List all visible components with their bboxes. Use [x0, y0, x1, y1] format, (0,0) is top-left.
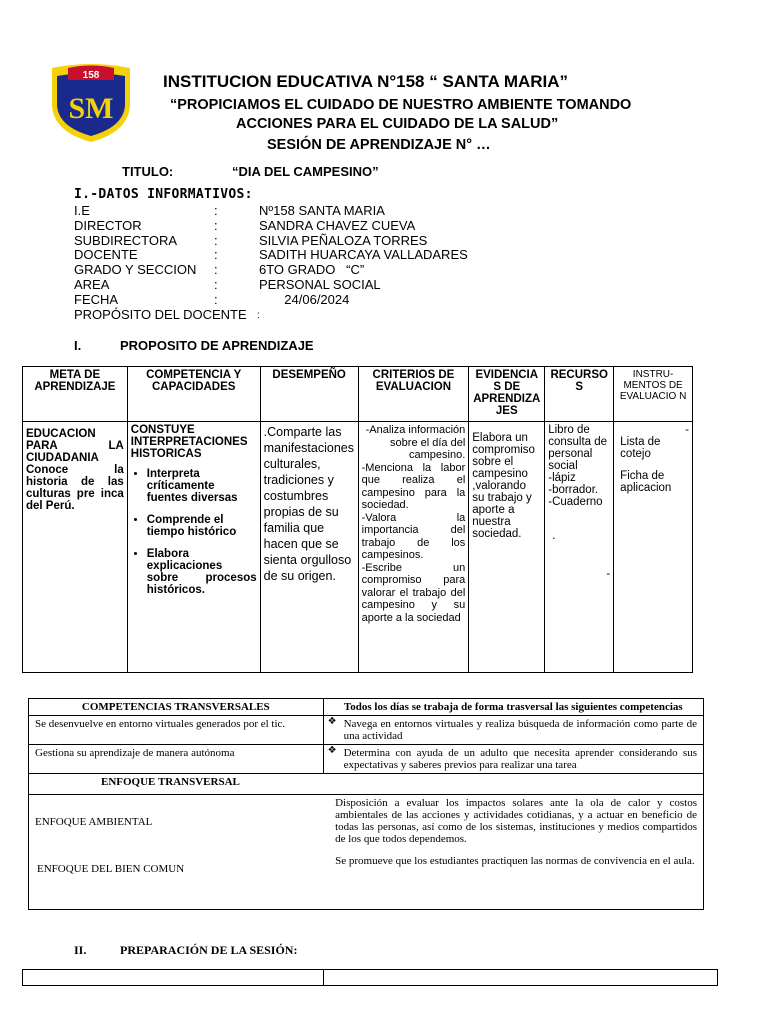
- instrumento-item: Lista de cotejo: [620, 436, 661, 460]
- enfoque-ambiental-desc: Disposición a evaluar los impactos solares ante la ola de calor y costos ambientales de las acciones y actividades cotidianas, y a actuar en beneficio de todas las personas, así como de los sistemas, instituciones y medios compartidos de los que todos dependemos.: [335, 797, 697, 845]
- motto-line-2: ACCIONES PARA EL CUIDADO DE LA SALUD”: [236, 116, 559, 132]
- session-title: SESIÓN DE APRENDIZAJE N° …: [267, 137, 491, 153]
- table-header-row: [29, 699, 704, 716]
- instrumento-item: Ficha de aplicacion: [620, 470, 672, 494]
- titulo-value: “DIA DEL CAMPESINO”: [232, 164, 379, 179]
- table-row: [29, 745, 704, 774]
- section-2-number: II.: [74, 943, 87, 957]
- transversal-table: [28, 698, 704, 910]
- enfoque-names: [29, 795, 324, 910]
- recurso-item: -borrador.: [548, 484, 599, 496]
- recurso-mark: .: [552, 530, 556, 542]
- enfoque-header: ENFOQUE TRANSVERSAL: [29, 774, 704, 795]
- recurso-mark: -: [606, 568, 611, 580]
- criterio-2: -Menciona la labor que realiza el campesino para la sociedad.: [361, 461, 466, 511]
- header-instrumentos: INSTRU-MENTOS DE EVALUACIO N: [614, 367, 693, 422]
- logo-initials: SM: [68, 92, 114, 125]
- header-evidencias: EVIDENCIA S DE APRENDIZA JES: [469, 367, 545, 422]
- recurso-item: -Cuaderno: [548, 496, 603, 508]
- enfoque-ambiental-name: ENFOQUE AMBIENTAL: [35, 816, 153, 828]
- criterio-4: -Escribe un compromiso para valorar el trabajo del campesino y su aporte a la sociedad: [361, 561, 466, 624]
- competencia-left: Gestiona su aprendizaje de manera autónoma: [29, 745, 324, 774]
- list-item: • Interpreta críticamente fuentes diversas: [147, 468, 257, 504]
- section-1-number: I.: [74, 338, 82, 353]
- section-2-title: PREPARACIÓN DE LA SESIÓN:: [120, 943, 298, 957]
- school-logo: [48, 62, 134, 144]
- header-criterios: CRITERIOS DE EVALUACION: [358, 367, 469, 422]
- enfoque-descs: [323, 795, 703, 910]
- criterio-1: -Analiza información sobre el día del campesino.: [365, 424, 466, 461]
- titulo-label: TITULO:: [122, 164, 174, 179]
- competencia-left: Se desenvuelve en entorno virtuales generados por el tic.: [29, 716, 324, 745]
- instrumento-mark: -: [685, 424, 689, 436]
- recurso-item: -lápiz: [548, 472, 576, 484]
- header-meta: META DE APRENDIZAJE: [23, 367, 128, 422]
- cell-competencia: [127, 422, 260, 673]
- cell-desempeno: .Comparte las manifestaciones culturales, tradiciones y costumbres propias de su familia que hacen que se sienta orgulloso de su origen.: [260, 422, 358, 673]
- list-item: • Comprende el tiempo histórico: [147, 514, 257, 538]
- table-row: [29, 774, 704, 795]
- capacidades-list: [131, 468, 257, 596]
- competencia-right: ❖ Navega en entornos virtuales y realiza búsqueda de información como parte de una actividad: [323, 716, 703, 745]
- table-header-row: [23, 367, 693, 422]
- table-row: [23, 970, 718, 986]
- datos-heading: I.-DATOS INFORMATIVOS:: [74, 187, 253, 202]
- header-desempeno: DESEMPEÑO: [260, 367, 358, 422]
- table-row: [23, 422, 693, 673]
- criterio-3: -Valora la importancia del trabajo de los campesinos.: [361, 511, 466, 561]
- competencia-right: ❖ Determina con ayuda de un adulto que necesita aprender considerando sus expectativas y saberes previos para realizar una tarea: [323, 745, 703, 774]
- competencias-header: COMPETENCIAS TRANSVERSALES: [29, 699, 324, 716]
- cell-meta: EDUCACION PARA LA CIUDADANIA Conoce la historia de las culturas pre inca del Perú.: [23, 422, 128, 673]
- school-name: INSTITUCION EDUCATIVA N°158 “ SANTA MARIA”: [163, 72, 569, 91]
- list-item: • Elabora explicaciones sobre procesos históricos.: [147, 548, 257, 596]
- logo-number: 158: [82, 70, 100, 81]
- table-row: [29, 716, 704, 745]
- enfoque-bien-comun-desc: Se promueve que los estudiantes practiquen las normas de convivencia en el aula.: [335, 855, 695, 867]
- header-competencia: COMPETENCIA Y CAPACIDADES: [127, 367, 260, 422]
- cell-evidencias: Elabora un compromiso sobre el campesino ,valorando su trabajo y aporte a nuestra sociedad.: [469, 422, 545, 673]
- section-1-title: PROPOSITO DE APRENDIZAJE: [120, 338, 314, 353]
- enfoque-bien-comun-name: ENFOQUE DEL BIEN COMUN: [37, 863, 185, 875]
- competencia-title: CONSTUYE INTERPRETACIONES HISTORICAS: [130, 424, 248, 460]
- table-row: [29, 795, 704, 910]
- cell-criterios: [358, 422, 469, 673]
- header-recursos: RECURSO S: [545, 367, 614, 422]
- motto-line-1: “PROPICIAMOS EL CUIDADO DE NUESTRO AMBIENTE TOMANDO: [170, 97, 632, 113]
- cell-recursos: [545, 422, 614, 673]
- proposito-table: [22, 366, 693, 673]
- recurso-item: Libro de consulta de personal social: [548, 424, 608, 472]
- cell-instrumentos: [614, 422, 693, 673]
- competencias-header-right: Todos los días se trabaja de forma trasversal las siguientes competencias: [323, 699, 703, 716]
- preparacion-table: [22, 969, 718, 986]
